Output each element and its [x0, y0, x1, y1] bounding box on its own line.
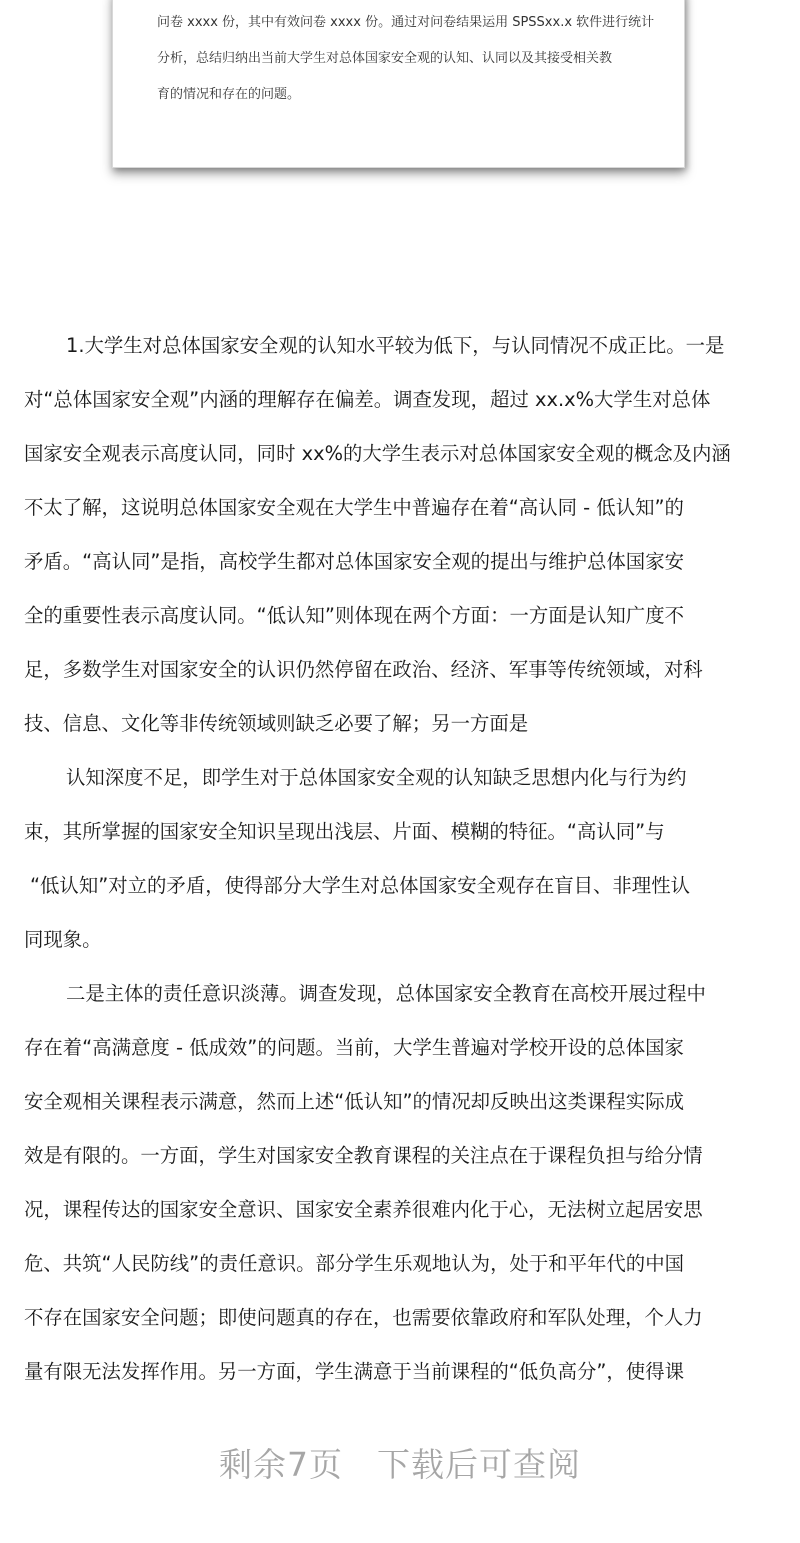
text-line: 技、信息、文化等非传统领域则缺乏必要了解；另一方面是 — [24, 712, 529, 735]
previous-page-line: 分析，总结归纳出当前大学生对总体国家安全观的认知、认同以及其接受相关教 — [157, 51, 613, 66]
text-line: 认知深度不足，即学生对于总体国家安全观的认知缺乏思想内化与行为约 — [66, 766, 687, 789]
text-line: 同现象。 — [24, 928, 102, 951]
previous-page-line: 育的情况和存在的问题。 — [157, 87, 301, 102]
download-to-read-link[interactable]: 下载后可查阅 — [377, 1445, 581, 1484]
download-gate[interactable] — [0, 1440, 800, 1490]
text-line: 效是有限的。一方面，学生对国家安全教育课程的关注点在于课程负担与给分情 — [24, 1144, 703, 1167]
text-line: 不存在国家安全问题；即使问题真的存在，也需要依靠政府和军队处理，个人力 — [24, 1306, 703, 1329]
text-line: 量有限无法发挥作用。另一方面，学生满意于当前课程的“低负高分”，使得课 — [24, 1360, 684, 1383]
text-line: 况，课程传达的国家安全意识、国家安全素养很难内化于心，无法树立起居安思 — [24, 1198, 703, 1221]
previous-page-line: 问卷 xxxx 份，其中有效问卷 xxxx 份。通过对问卷结果运用 SPSSxx.x 软件进行统计 — [157, 15, 655, 30]
text-line: 足，多数学生对国家安全的认识仍然停留在政治、经济、军事等传统领域，对科 — [24, 658, 703, 681]
text-line: 国家安全观表示高度认同，同时 xx%的大学生表示对总体国家安全观的概念及内涵 — [24, 442, 731, 465]
text-line: 安全观相关课程表示满意，然而上述“低认知”的情况却反映出这类课程实际成 — [24, 1090, 684, 1113]
text-line: 束，其所掌握的国家安全知识呈现出浅层、片面、模糊的特征。“高认同”与 — [24, 820, 665, 843]
text-line: 二是主体的责任意识淡薄。调查发现，总体国家安全教育在高校开展过程中 — [66, 982, 706, 1005]
remaining-pages-text[interactable]: 剩余7页 — [219, 1445, 343, 1484]
text-line: 不太了解，这说明总体国家安全观在大学生中普遍存在着“高认同 - 低认知”的 — [24, 496, 684, 519]
previous-page-line-cut — [157, 0, 618, 1]
text-line: 1.大学生对总体国家安全观的认知水平较为低下，与认同情况不成正比。一是 — [66, 334, 725, 357]
text-line: 矛盾。“高认同”是指，高校学生都对总体国家安全观的提出与维护总体国家安 — [24, 550, 684, 573]
text-line: 危、共筑“人民防线”的责任意识。部分学生乐观地认为，处于和平年代的中国 — [24, 1252, 684, 1275]
previous-page-card — [112, 0, 685, 168]
text-line: 存在着“高满意度 - 低成效”的问题。当前，大学生普遍对学校开设的总体国家 — [24, 1036, 684, 1059]
text-line: 对“总体国家安全观”内涵的理解存在偏差。调查发现，超过 xx.x%大学生对总体 — [24, 388, 711, 411]
text-line: 全的重要性表示高度认同。“低认知”则体现在两个方面：一方面是认知广度不 — [24, 604, 684, 627]
text-line: “低认知”对立的矛盾，使得部分大学生对总体国家安全观存在盲目、非理性认 — [30, 874, 690, 897]
